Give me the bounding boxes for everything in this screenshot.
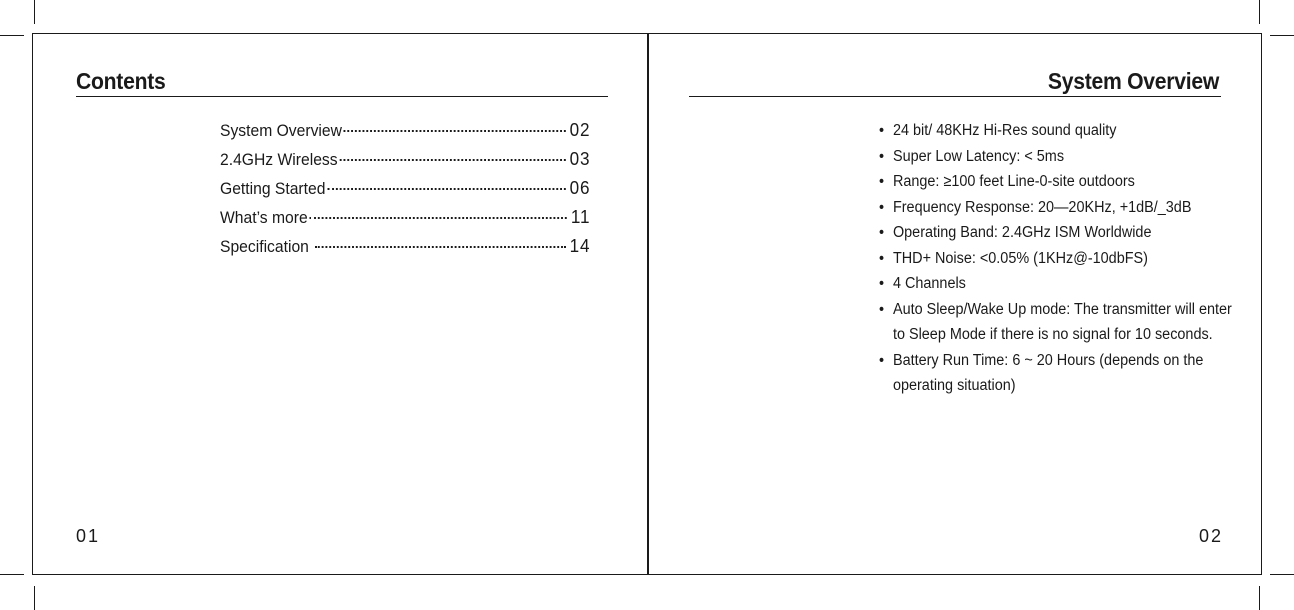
crop-mark bbox=[34, 586, 35, 610]
crop-mark bbox=[1259, 586, 1260, 610]
table-of-contents bbox=[220, 116, 610, 261]
toc-entry-label: Specification bbox=[220, 238, 314, 256]
crop-mark bbox=[1259, 0, 1260, 24]
feature-item bbox=[879, 348, 1242, 399]
bullet-icon: • bbox=[879, 275, 885, 292]
toc-entry-page: 02 bbox=[569, 120, 591, 140]
feature-text: Auto Sleep/Wake Up mode: The transmitter will enter to Sleep Mode if there is no signal for 10 seconds. bbox=[892, 300, 1232, 343]
page-number: 02 bbox=[1198, 526, 1223, 546]
feature-item bbox=[879, 144, 1242, 170]
crop-mark bbox=[0, 574, 24, 575]
feature-item bbox=[879, 195, 1242, 221]
feature-text: Frequency Response: 20—20KHz, +1dB/_3dB bbox=[892, 198, 1192, 216]
booklet-spread bbox=[32, 33, 1262, 575]
feature-text: Super Low Latency: < 5ms bbox=[892, 147, 1065, 165]
bullet-icon: • bbox=[879, 173, 885, 190]
feature-list bbox=[879, 118, 1239, 399]
system-overview-title: System Overview bbox=[1047, 68, 1219, 94]
bullet-icon: • bbox=[879, 300, 885, 318]
toc-entry[interactable] bbox=[220, 116, 591, 145]
toc-entry-label: System Overview bbox=[220, 122, 342, 140]
toc-entry-page: 03 bbox=[569, 149, 591, 169]
feature-text: Range: ≥100 feet Line-0-site outdoors bbox=[892, 173, 1135, 190]
feature-item bbox=[879, 220, 1242, 246]
dot-leader bbox=[315, 246, 566, 248]
dot-leader bbox=[310, 217, 567, 219]
feature-item bbox=[879, 118, 1242, 144]
title-rule bbox=[76, 96, 608, 97]
toc-entry-page: 14 bbox=[569, 236, 591, 256]
crop-mark bbox=[0, 35, 24, 36]
crop-mark bbox=[34, 0, 35, 24]
feature-text: 24 bit/ 48KHz Hi-Res sound quality bbox=[892, 122, 1117, 139]
feature-text: 4 Channels bbox=[892, 275, 966, 292]
feature-text: THD+ Noise: <0.05% (1KHz@-10dbFS) bbox=[892, 249, 1148, 267]
feature-text: Operating Band: 2.4GHz ISM Worldwide bbox=[892, 224, 1152, 241]
page-number: 01 bbox=[76, 526, 101, 546]
title-rule bbox=[689, 96, 1221, 97]
feature-text: Battery Run Time: 6 ~ 20 Hours (depends on the operating situation) bbox=[892, 351, 1204, 394]
dot-leader bbox=[327, 188, 565, 190]
toc-entry-label: 2.4GHz Wireless bbox=[220, 151, 338, 169]
toc-entry[interactable] bbox=[220, 174, 591, 203]
feature-item bbox=[879, 246, 1242, 272]
crop-mark bbox=[1270, 35, 1294, 36]
toc-entry-page: 11 bbox=[570, 207, 591, 227]
bullet-icon: • bbox=[879, 147, 885, 165]
bullet-icon: • bbox=[879, 198, 885, 216]
dot-leader bbox=[339, 159, 565, 161]
bullet-icon: • bbox=[879, 249, 885, 267]
bullet-icon: • bbox=[879, 351, 885, 369]
feature-item bbox=[879, 271, 1242, 297]
toc-entry-label: What’s more bbox=[220, 209, 308, 227]
toc-entry-page: 06 bbox=[569, 178, 591, 198]
page-spine bbox=[647, 34, 649, 574]
toc-entry[interactable] bbox=[220, 203, 591, 232]
toc-entry[interactable] bbox=[220, 145, 591, 174]
feature-item bbox=[879, 169, 1242, 195]
toc-entry-label: Getting Started bbox=[220, 180, 326, 198]
dot-leader bbox=[344, 130, 566, 132]
bullet-icon: • bbox=[879, 224, 885, 241]
crop-mark bbox=[1270, 574, 1294, 575]
toc-entry[interactable] bbox=[220, 232, 591, 261]
bullet-icon: • bbox=[879, 122, 885, 139]
contents-title: Contents bbox=[76, 68, 166, 94]
feature-item bbox=[879, 297, 1242, 348]
